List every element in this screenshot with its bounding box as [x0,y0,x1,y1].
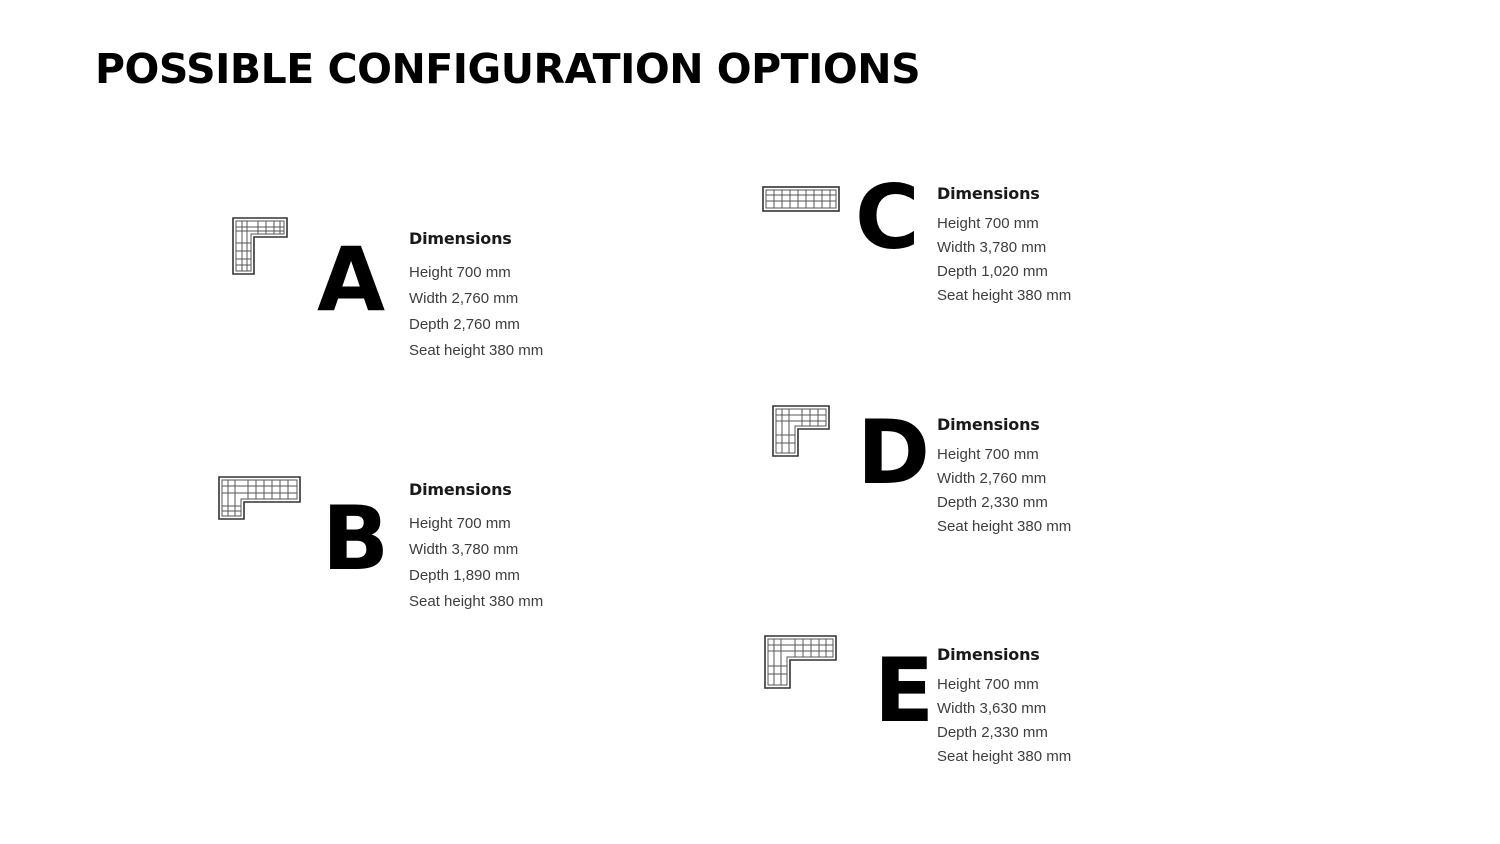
dimensions-block-c [937,184,1157,310]
height-value: Height 700 mm [409,264,511,281]
seat-height-value: Seat height 380 mm [409,342,544,359]
dimensions-heading: Dimensions [937,415,1040,434]
width-value: Width 3,780 mm [409,541,519,558]
dimensions-heading: Dimensions [409,229,512,248]
option-letter-b: B [322,487,390,590]
l-shaped-sofa-long-icon [218,476,302,520]
straight-sofa-icon [762,186,840,212]
dimensions-block-a [409,229,629,367]
seat-height-value: Seat height 380 mm [937,748,1072,765]
option-letter-e: E [874,639,935,742]
seat-height-value: Seat height 380 mm [409,593,544,610]
height-value: Height 700 mm [937,676,1039,693]
depth-value: Depth 2,760 mm [409,316,520,333]
l-shaped-sofa-icon [772,405,830,457]
height-value: Height 700 mm [937,215,1039,232]
option-letter-d: D [857,401,931,504]
dimensions-block-b [409,480,629,618]
depth-value: Depth 2,330 mm [937,724,1048,741]
height-value: Height 700 mm [409,515,511,532]
dimensions-heading: Dimensions [409,480,512,499]
dimensions-heading: Dimensions [937,645,1040,664]
width-value: Width 3,630 mm [937,700,1047,717]
seat-height-value: Seat height 380 mm [937,518,1072,535]
depth-value: Depth 2,330 mm [937,494,1048,511]
option-letter-c: C [855,166,920,269]
l-shaped-sofa-icon [764,635,838,689]
dimensions-block-e [937,645,1157,771]
height-value: Height 700 mm [937,446,1039,463]
dimensions-block-d [937,415,1157,541]
width-value: Width 2,760 mm [937,470,1047,487]
option-letter-a: A [317,228,386,331]
seat-height-value: Seat height 380 mm [937,287,1072,304]
width-value: Width 2,760 mm [409,290,519,307]
depth-value: Depth 1,020 mm [937,263,1048,280]
width-value: Width 3,780 mm [937,239,1047,256]
dimensions-heading: Dimensions [937,184,1040,203]
depth-value: Depth 1,890 mm [409,567,520,584]
page-title: POSSIBLE CONFIGURATION OPTIONS [95,45,921,93]
l-shaped-sofa-icon [232,217,288,275]
